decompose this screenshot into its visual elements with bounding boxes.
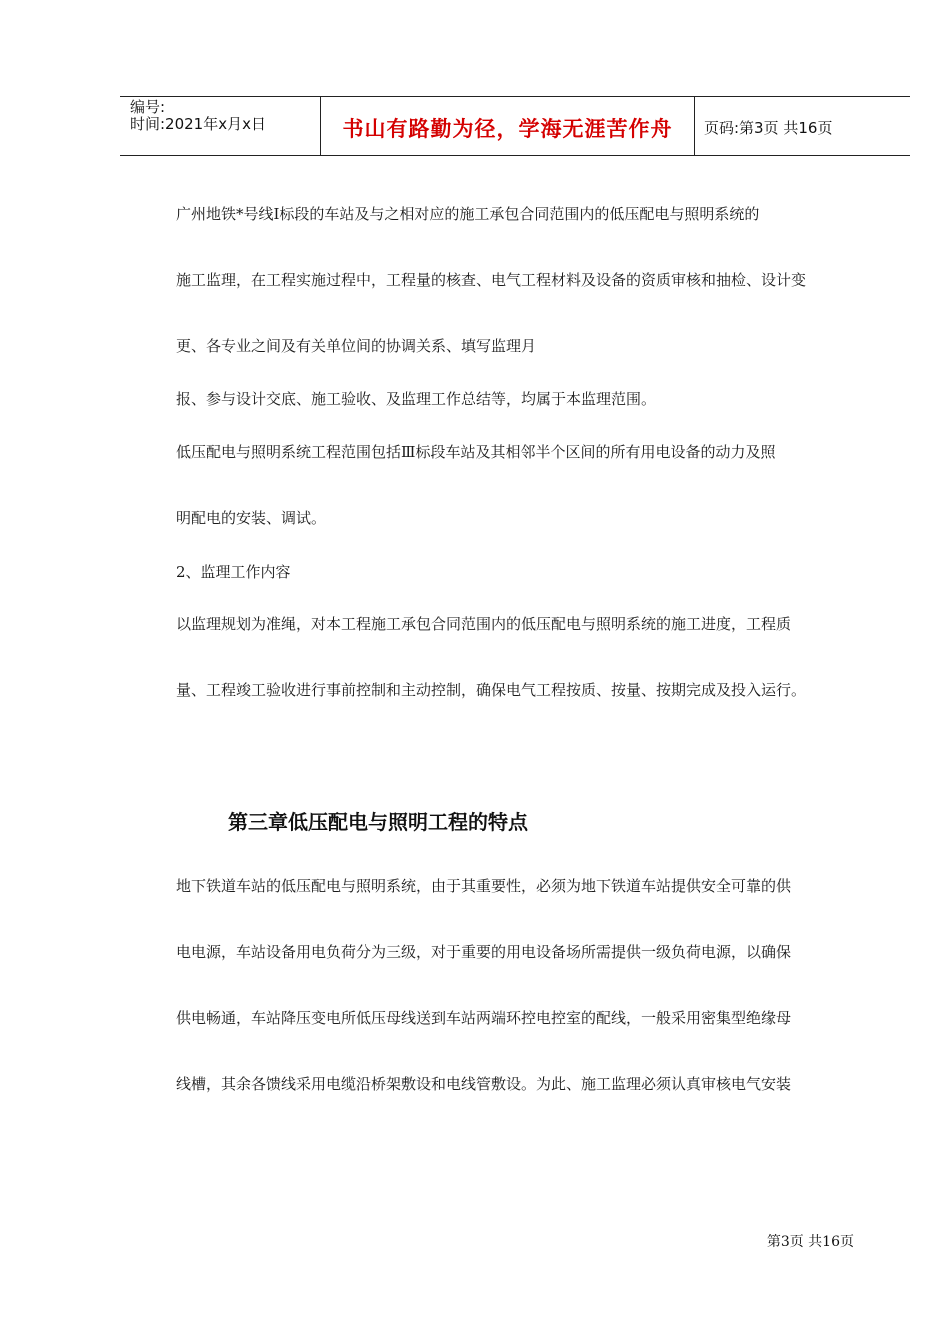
page-header [120, 96, 910, 156]
header-meta [130, 99, 266, 133]
body-line: 地下铁道车站的低压配电与照明系统，由于其重要性，必须为地下铁道车站提供安全可靠的供 [176, 877, 792, 895]
body-line: 更、各专业之间及有关单位间的协调关系、填写监理月 [176, 337, 537, 355]
body-line: 明配电的安装、调试。 [176, 509, 327, 527]
header-motto: 书山有路勤为径，学海无涯苦作舟 [342, 117, 673, 141]
body-line: 量、工程竣工验收进行事前控制和主动控制，确保电气工程按质、按量、按期完成及投入运行。 [176, 681, 807, 699]
header-page-number: 页码:第3页 共16页 [704, 119, 833, 137]
date-label: 时间:2021年x月x日 [130, 115, 266, 133]
body-line: 电电源，车站设备用电负荷分为三级，对于重要的用电设备场所需提供一级负荷电源，以确保 [176, 943, 792, 961]
footer-page-number: 第3页 共16页 [766, 1234, 854, 1250]
section-heading: 2、监理工作内容 [176, 563, 291, 581]
chapter-title: 第三章低压配电与照明工程的特点 [228, 810, 528, 834]
serial-number-label: 编号: [130, 98, 166, 116]
body-line: 广州地铁*号线Ⅰ标段的车站及与之相对应的施工承包合同范围内的低压配电与照明系统的 [176, 205, 760, 223]
body-line: 报、参与设计交底、施工验收、及监理工作总结等，均属于本监理范围。 [176, 390, 657, 408]
body-line: 低压配电与照明系统工程范围包括Ⅲ标段车站及其相邻半个区间的所有用电设备的动力及照 [176, 443, 776, 461]
body-line: 线槽，其余各馈线采用电缆沿桥架敷设和电线管敷设。为此、施工监理必须认真审核电气安装 [176, 1075, 792, 1093]
body-line: 以监理规划为准绳，对本工程施工承包合同范围内的低压配电与照明系统的施工进度，工程质 [176, 615, 792, 633]
body-line: 施工监理，在工程实施过程中，工程量的核查、电气工程材料及设备的资质审核和抽检、设计变 [176, 271, 807, 289]
body-line: 供电畅通，车站降压变电所低压母线送到车站两端环控电控室的配线，一般采用密集型绝缘母 [176, 1009, 792, 1027]
header-divider [694, 97, 695, 155]
